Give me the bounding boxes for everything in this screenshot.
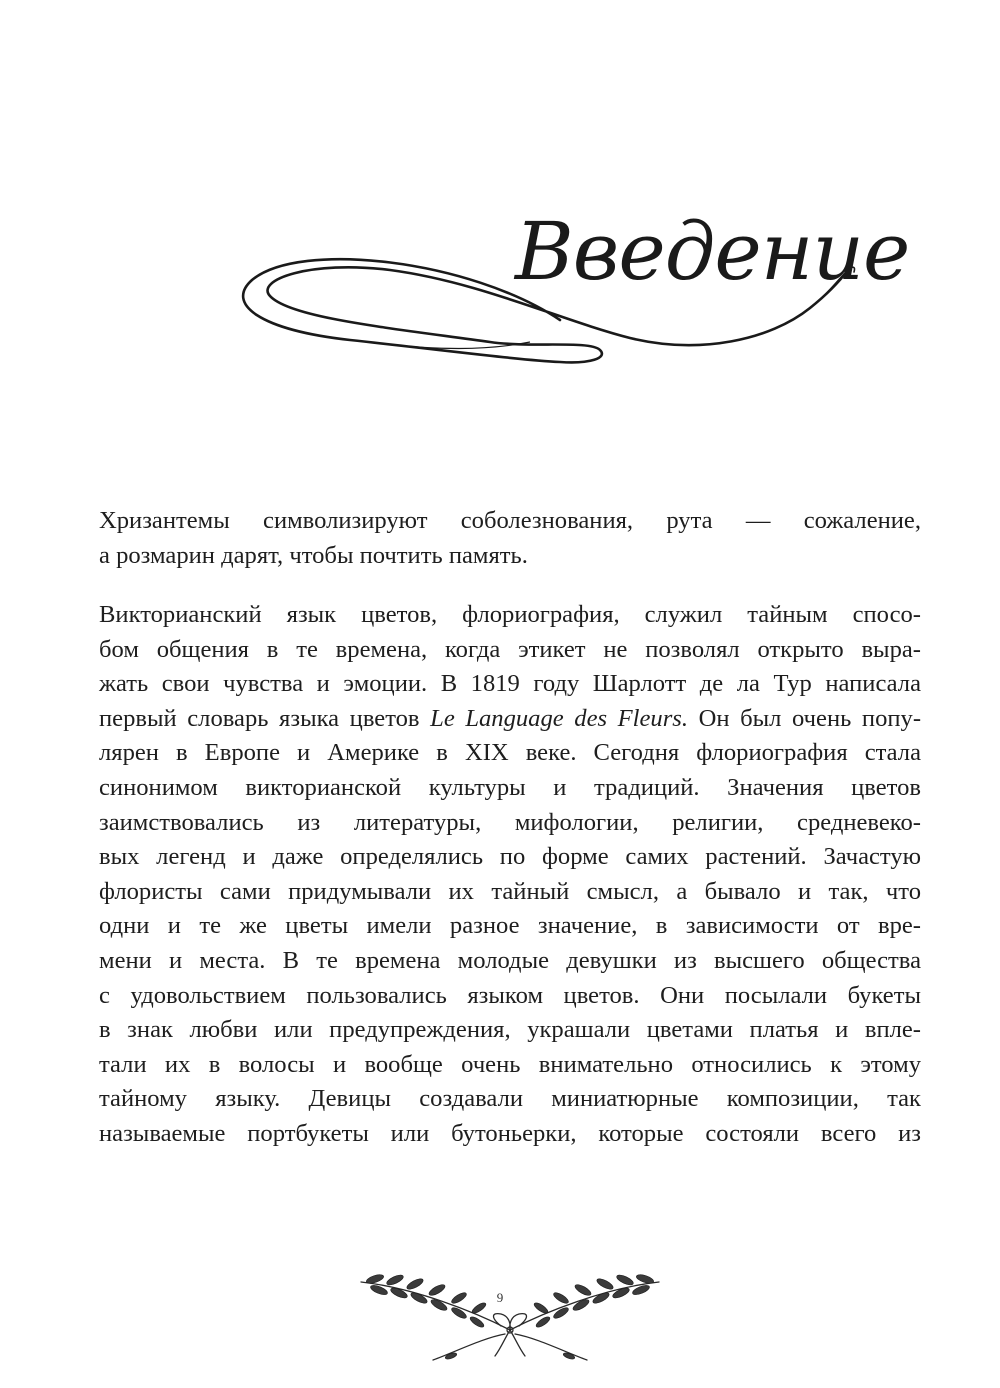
chapter-heading [230, 200, 910, 390]
book-title: Le Language des Fleurs. [430, 704, 689, 732]
text-fragment: Он был очень попу- [688, 704, 922, 732]
text-line: тайному языку. Девицы создавали миниатюрные композиции, так [99, 1085, 921, 1113]
text-fragment: первый словарь языка цветов [99, 704, 431, 732]
text-line: вых легенд и даже определялись по форме самих растений. Зачастую [99, 843, 921, 871]
text-line: жать свои чувства и эмоции. В 1819 году Шарлотт де ла Тур написала [99, 670, 921, 698]
text-line: мени и места. В те времена молодые девушки из высшего общества [99, 946, 921, 974]
text-line: бом общения в те времена, когда этикет не позволял открыто выра- [99, 635, 921, 663]
text-line: заимствовались из литературы, мифологии, религии, средневеко- [99, 808, 921, 836]
text-line: Хризантемы символизируют соболезнования, рута — сожаление, [99, 507, 921, 534]
laurel-branches-bow-icon [355, 1268, 665, 1368]
text-line: а розмарин дарят, чтобы почтить память. [99, 541, 528, 569]
text-line: тали их в волосы и вообще очень внимательно относились к этому [99, 1050, 921, 1078]
chapter-title: Введение [515, 205, 910, 298]
intro-paragraph [99, 504, 921, 573]
page-number: 9 [496, 1290, 504, 1305]
text-line: синонимом викторианской культуры и традиций. Значения цветов [99, 773, 921, 801]
text-line: с удовольствием пользовались языком цветов. Они посылали букеты [99, 981, 921, 1009]
text-line: лярен в Европе и Америке в XIX веке. Сегодня флориография стала [99, 739, 921, 767]
text-line: Викторианский язык цветов, флориография, служил тайным спосо- [99, 601, 921, 628]
text-line: называемые портбукеты или бутоньерки, которые состояли всего из [99, 1119, 921, 1147]
text-line: флористы сами придумывали их тайный смысл, а бывало и так, что [99, 877, 921, 905]
text-line: в знак любви или предупреждения, украшали цветами платья и впле- [99, 1016, 921, 1044]
text-line-with-title [99, 702, 921, 737]
body-paragraph [99, 598, 921, 1152]
text-line: одни и те же цветы имели разное значение, в зависимости от вре- [99, 912, 921, 940]
